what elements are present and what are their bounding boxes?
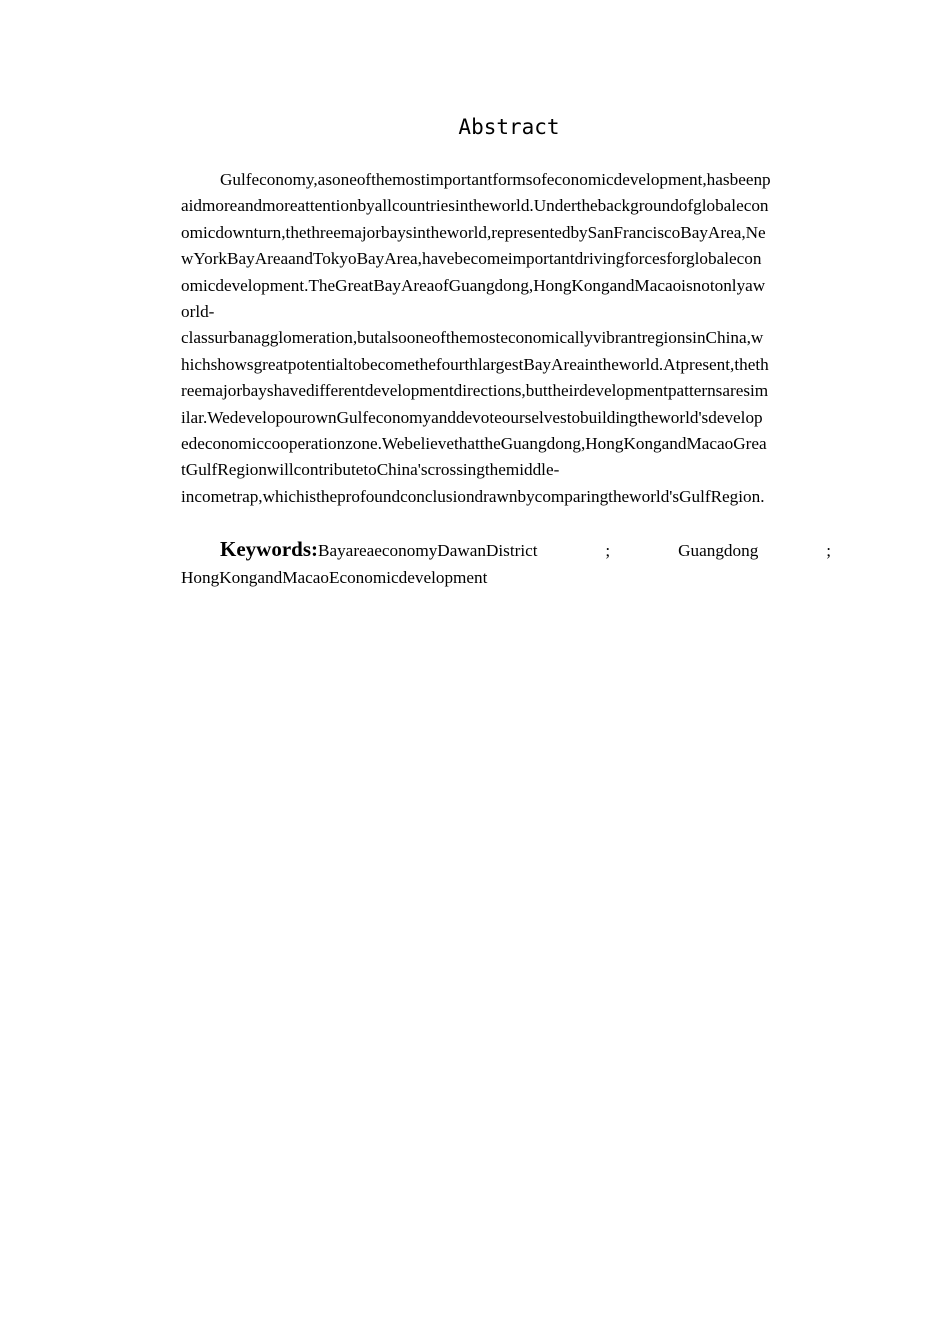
abstract-paragraph <box>181 167 836 510</box>
keyword-separator: ; <box>826 541 831 560</box>
abstract-line: Gulfeconomy,asoneofthemostimportantformsofeconomicdevelopment,hasbeenp <box>220 170 771 189</box>
abstract-line: hichshowsgreatpotentialtobecomethefourthlargestBayAreaintheworld.Atpresent,theth <box>181 354 769 374</box>
keywords-line <box>181 537 831 567</box>
keyword-separator: ; <box>605 541 611 560</box>
abstract-line: aidmoreandmoreattentionbyallcountriesintheworld.Underthebackgroundofglobalecon <box>181 196 769 216</box>
keyword-item: BayareaeconomyDawanDistrict <box>318 541 538 560</box>
abstract-title: Abstract <box>458 115 560 139</box>
keyword-item: HongKongandMacaoEconomicdevelopment <box>181 568 488 587</box>
keyword-item: Guangdong <box>678 541 759 560</box>
abstract-line: ilar.WedevelopourownGulfeconomyanddevoteourselvestobuildingtheworld'sdevelop <box>181 407 763 427</box>
abstract-line: wYorkBayAreaandTokyoBayArea,havebecomeimportantdrivingforcesforglobalecon <box>181 249 762 269</box>
keywords-section <box>181 537 831 589</box>
abstract-line: reemajorbayshavedifferentdevelopmentdirections,buttheirdevelopmentpatternsaresim <box>181 381 769 401</box>
abstract-line: classurbanagglomeration,butalsooneofthemosteconomicallyvibrantregionsinChina,w <box>181 328 764 348</box>
abstract-line: edeconomiccooperationzone.WebelievethattheGuangdong,HongKongandMacaoGrea <box>181 434 767 454</box>
abstract-line: incometrap,whichistheprofoundconclusiondrawnbycomparingtheworld'sGulfRegion. <box>181 486 765 506</box>
abstract-line: tGulfRegionwillcontributetoChina'scrossingthemiddle- <box>181 460 560 480</box>
keywords-group <box>220 537 538 562</box>
keywords-label: Keywords: <box>220 537 318 561</box>
abstract-line: omicdownturn,thethreemajorbaysintheworld,representedbySanFranciscoBayArea,Ne <box>181 222 766 242</box>
abstract-line: omicdevelopment.TheGreatBayAreaofGuangdong,HongKongandMacaoisnotonlyaw <box>181 275 766 295</box>
abstract-line: orld- <box>181 302 215 322</box>
